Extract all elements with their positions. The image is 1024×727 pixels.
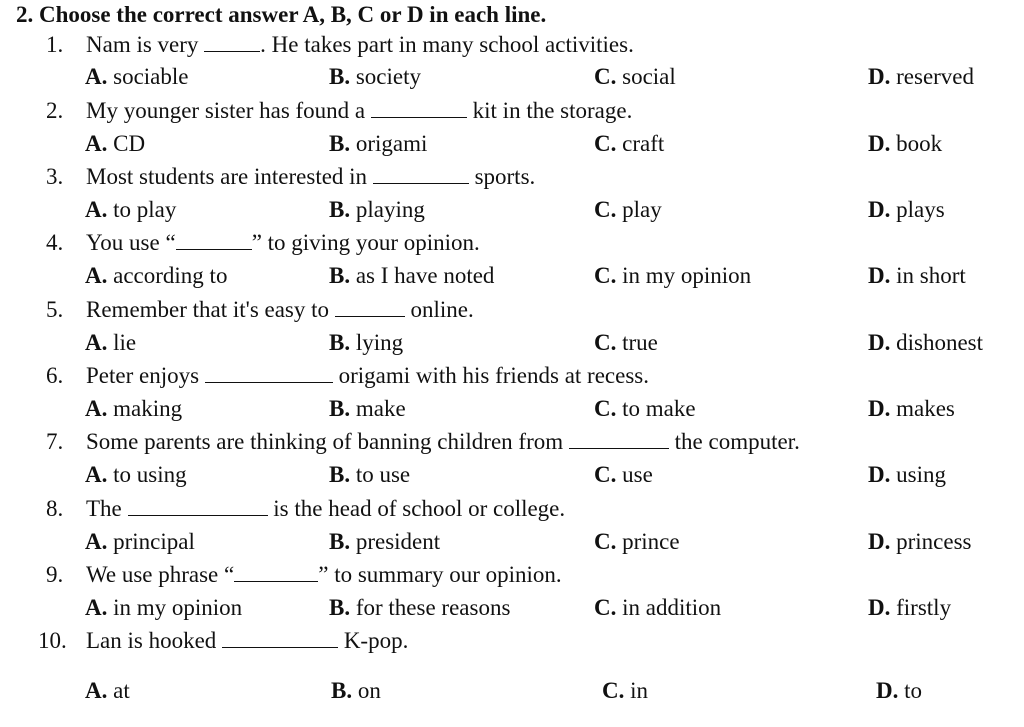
question-text-before: My younger sister has found a — [86, 98, 371, 123]
option-b[interactable] — [329, 263, 494, 289]
option-text: lying — [355, 330, 404, 355]
answer-blank — [371, 99, 467, 118]
option-text: society — [355, 64, 421, 89]
option-letter: C. — [594, 529, 617, 554]
question-text-after: kit in the storage. — [466, 98, 633, 123]
option-a[interactable] — [85, 263, 227, 289]
option-text: principal — [113, 529, 195, 554]
answer-blank — [204, 33, 260, 52]
option-letter: D. — [868, 462, 891, 487]
option-text: origami — [355, 131, 428, 156]
option-b[interactable] — [329, 330, 403, 356]
answer-blank — [335, 298, 405, 317]
option-text: in my opinion — [622, 263, 752, 288]
question-text-after: to summary our opinion. — [328, 562, 562, 587]
option-letter: B. — [329, 131, 351, 156]
option-c[interactable] — [594, 529, 680, 555]
question-number: 4. — [46, 230, 64, 255]
question-text-after: sports. — [468, 164, 536, 189]
question-text-after: online. — [404, 297, 474, 322]
option-letter: B. — [329, 595, 351, 620]
question-6 — [46, 363, 649, 389]
question-text-before: Most students are interested in — [86, 164, 373, 189]
answer-blank — [373, 165, 469, 184]
option-d[interactable] — [868, 263, 966, 289]
option-letter: D. — [868, 330, 891, 355]
option-a[interactable] — [85, 529, 195, 555]
option-d[interactable] — [868, 529, 972, 555]
option-c[interactable] — [594, 330, 658, 356]
question-text-before: You use — [86, 230, 166, 255]
option-letter: A. — [85, 595, 108, 620]
option-letter: B. — [329, 197, 351, 222]
option-text: president — [355, 529, 441, 554]
option-text: reserved — [896, 64, 975, 89]
question-number: 10. — [38, 628, 67, 653]
option-text: true — [622, 330, 658, 355]
option-letter: B. — [329, 529, 351, 554]
question-text-before: The — [86, 496, 128, 521]
option-text: make — [355, 396, 406, 421]
option-b[interactable] — [331, 678, 381, 704]
option-text: to using — [113, 462, 187, 487]
option-c[interactable] — [594, 197, 662, 223]
close-quote: ” — [318, 562, 329, 587]
option-text: firstly — [896, 595, 952, 620]
option-b[interactable] — [329, 64, 421, 90]
answer-blank — [205, 364, 333, 383]
option-letter: D. — [868, 529, 891, 554]
option-text: to use — [355, 462, 411, 487]
question-number: 2. — [46, 98, 64, 123]
option-letter: C. — [602, 678, 625, 703]
option-c[interactable] — [594, 396, 696, 422]
option-d[interactable] — [868, 64, 974, 90]
question-text-after: . He takes part in many school activities. — [260, 32, 634, 57]
option-text: playing — [355, 197, 425, 222]
option-letter: C. — [594, 263, 617, 288]
option-d[interactable] — [868, 330, 983, 356]
option-text: craft — [622, 131, 665, 156]
question-7 — [46, 429, 800, 455]
option-letter: C. — [594, 595, 617, 620]
option-text: at — [113, 678, 130, 703]
option-text: to — [904, 678, 923, 703]
question-text-before: We use phrase — [86, 562, 225, 587]
option-a[interactable] — [85, 462, 187, 488]
option-letter: A. — [85, 131, 108, 156]
question-number: 6. — [46, 363, 64, 388]
option-a[interactable] — [85, 330, 136, 356]
option-letter: B. — [329, 462, 351, 487]
option-c[interactable] — [594, 263, 751, 289]
option-c[interactable] — [594, 462, 653, 488]
question-text-before: Some parents are thinking of banning children from — [86, 429, 569, 454]
exercise-title: 2. Choose the correct answer A, B, C or D in each line. — [16, 2, 547, 27]
option-a[interactable] — [85, 131, 145, 157]
option-text: book — [896, 131, 943, 156]
option-letter: C. — [594, 462, 617, 487]
option-text: makes — [896, 396, 955, 421]
option-letter: C. — [594, 330, 617, 355]
question-number: 7. — [46, 429, 64, 454]
option-letter: D. — [876, 678, 899, 703]
open-quote: “ — [224, 562, 235, 587]
option-letter: A. — [85, 197, 108, 222]
option-text: social — [622, 64, 676, 89]
option-text: lie — [113, 330, 137, 355]
option-letter: A. — [85, 396, 108, 421]
option-letter: C. — [594, 64, 617, 89]
option-text: in addition — [622, 595, 722, 620]
option-letter: A. — [85, 462, 108, 487]
open-quote: “ — [165, 230, 176, 255]
option-letter: A. — [85, 330, 108, 355]
question-number: 1. — [46, 32, 64, 57]
option-text: to play — [113, 197, 177, 222]
question-9 — [46, 562, 562, 588]
option-text: according to — [113, 263, 228, 288]
option-a[interactable] — [85, 678, 130, 704]
option-text: dishonest — [896, 330, 984, 355]
question-text-after: K-pop. — [338, 628, 409, 653]
option-letter: A. — [85, 263, 108, 288]
question-text-before: Lan is hooked — [86, 628, 223, 653]
option-letter: C. — [594, 396, 617, 421]
option-b[interactable] — [329, 529, 440, 555]
answer-blank — [234, 563, 318, 582]
option-letter: A. — [85, 529, 108, 554]
option-letter: D. — [868, 131, 891, 156]
option-text: sociable — [113, 64, 189, 89]
option-b[interactable] — [329, 197, 425, 223]
option-letter: B. — [329, 64, 351, 89]
option-text: CD — [113, 131, 146, 156]
option-d[interactable] — [868, 131, 942, 157]
option-d[interactable] — [868, 462, 946, 488]
option-text: play — [622, 197, 662, 222]
option-letter: D. — [868, 64, 891, 89]
option-text: plays — [896, 197, 945, 222]
option-text: princess — [896, 529, 972, 554]
question-number: 8. — [46, 496, 64, 521]
question-number: 9. — [46, 562, 64, 587]
option-letter: A. — [85, 678, 108, 703]
question-5 — [46, 297, 474, 323]
question-8 — [46, 496, 565, 522]
option-letter: B. — [329, 396, 351, 421]
answer-blank — [128, 497, 268, 516]
option-text: in short — [896, 263, 966, 288]
option-letter: B. — [329, 330, 351, 355]
option-letter: C. — [594, 131, 617, 156]
option-b[interactable] — [329, 131, 427, 157]
option-letter: B. — [329, 263, 351, 288]
option-c[interactable] — [594, 64, 676, 90]
option-d[interactable] — [868, 197, 945, 223]
option-a[interactable] — [85, 595, 242, 621]
option-a[interactable] — [85, 396, 182, 422]
option-letter: D. — [868, 595, 891, 620]
answer-blank — [176, 231, 252, 250]
option-d[interactable] — [868, 595, 951, 621]
option-text: making — [113, 396, 183, 421]
option-text: as I have noted — [355, 263, 495, 288]
question-text-after: to giving your opinion. — [261, 230, 480, 255]
option-b[interactable] — [329, 595, 510, 621]
question-2 — [46, 98, 632, 124]
option-letter: B. — [331, 678, 353, 703]
question-text-before: Remember that it's easy to — [86, 297, 335, 322]
option-c[interactable] — [594, 595, 721, 621]
option-letter: D. — [868, 263, 891, 288]
option-a[interactable] — [85, 64, 188, 90]
option-text: on — [357, 678, 381, 703]
question-text-after: the computer. — [668, 429, 800, 454]
option-letter: D. — [868, 197, 891, 222]
close-quote: ” — [251, 230, 262, 255]
option-text: in my opinion — [113, 595, 243, 620]
option-a[interactable] — [85, 197, 176, 223]
option-text: use — [622, 462, 653, 487]
option-text: prince — [622, 529, 680, 554]
option-c[interactable] — [594, 131, 664, 157]
option-b[interactable] — [329, 396, 406, 422]
option-text: to make — [622, 396, 696, 421]
option-letter: D. — [868, 396, 891, 421]
option-c[interactable] — [602, 678, 648, 704]
option-letter: A. — [85, 64, 108, 89]
option-text: using — [896, 462, 946, 487]
option-d[interactable] — [876, 678, 922, 704]
answer-blank — [222, 629, 338, 648]
option-text: in — [630, 678, 649, 703]
question-text-before: Peter enjoys — [86, 363, 205, 388]
option-text: for these reasons — [355, 595, 511, 620]
option-b[interactable] — [329, 462, 410, 488]
question-10 — [38, 628, 409, 654]
question-1 — [46, 32, 634, 58]
question-number: 3. — [46, 164, 64, 189]
answer-blank — [569, 430, 669, 449]
question-3 — [46, 164, 535, 190]
question-text-after: origami with his friends at recess. — [332, 363, 649, 388]
question-number: 5. — [46, 297, 64, 322]
question-text-after: is the head of school or college. — [267, 496, 566, 521]
option-letter: C. — [594, 197, 617, 222]
question-4 — [46, 230, 480, 256]
question-text-before: Nam is very — [86, 32, 205, 57]
option-d[interactable] — [868, 396, 955, 422]
